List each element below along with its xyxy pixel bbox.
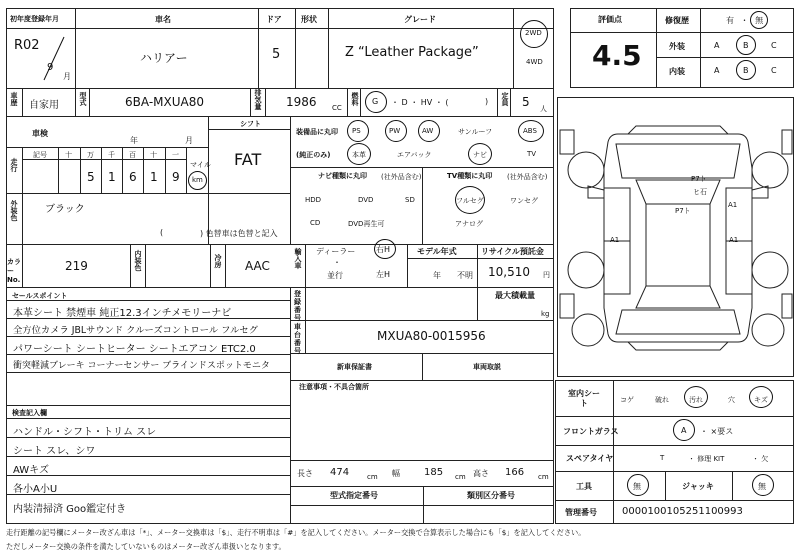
inspector-label: 検査記入欄 [12, 409, 47, 417]
seat-item: 破れ [655, 396, 669, 404]
mgmt-label: 管理番号 [565, 508, 597, 517]
ac-value: AAC [245, 259, 270, 273]
score-value: 4.5 [592, 39, 642, 72]
equip-leather: 本革 [352, 151, 366, 159]
reg-month-unit: 月 [63, 72, 71, 81]
equip-pw: PW [389, 127, 401, 135]
inspector-line: AWキズ [13, 465, 49, 476]
recycle-label: リサイクル預託金 [481, 247, 544, 256]
spare-kit: ・ 修理 KIT [688, 455, 725, 463]
shape-label: 形状 [301, 15, 317, 24]
glass-other: ・ ×要ス [700, 427, 734, 436]
ext-grade-b: B [743, 41, 749, 50]
ext-grade-c: C [771, 41, 777, 50]
sales-point-line: 衝突軽減ブレーキ コーナーセンサー ブラインドスポットモニタ [13, 361, 270, 371]
seat-item: 穴 [728, 396, 735, 404]
reg-era: R02 [14, 38, 40, 53]
equip-ps: PS [352, 127, 361, 135]
width-value: 185 [424, 467, 444, 478]
repair-circle [750, 11, 768, 29]
length-label: 長さ [297, 469, 313, 478]
equip-abs: ABS [523, 127, 537, 135]
import-left: 左H [376, 270, 391, 279]
usage: 自家用 [29, 100, 59, 111]
model-label: 型式 [79, 92, 87, 106]
km-unit: km [192, 176, 203, 184]
diagram-mark: ヒ石 [693, 188, 707, 196]
recycle-yen: 円 [543, 271, 550, 279]
inspection-label: 車検 [32, 129, 48, 138]
color-code-label: カラーNo. [7, 258, 21, 284]
jack-value: 無 [758, 482, 766, 491]
height-label: 高さ [473, 469, 489, 478]
jack-label: ジャッキ [682, 482, 714, 491]
reg-year-label: 初年度登録年月 [10, 15, 59, 23]
fuel-others: ・ D ・ HV ・ ( [391, 98, 449, 107]
import-dot: ・ [333, 258, 341, 267]
sales-points-label: セールスポイント [12, 292, 68, 300]
interior-color-label: 内装色 [134, 250, 142, 271]
inspection-year: 年 [130, 136, 138, 145]
width-unit: cm [455, 473, 466, 481]
warranty-label: 新車保証書 [337, 363, 372, 371]
grade-label: グレード [404, 15, 436, 24]
reg-month: 9 [47, 62, 54, 73]
color-note-open: ( [160, 228, 164, 237]
type-cert-label: 型式指定番号 [330, 491, 378, 500]
inspector-line: シート スレ、シワ [13, 446, 96, 457]
navi-type-label: ナビ種類に丸印 [318, 172, 367, 180]
displacement-label: 排気量 [254, 89, 262, 110]
color-value: ブラック [45, 204, 85, 215]
max-load-unit: kg [541, 310, 550, 318]
score-label: 評価点 [598, 15, 622, 24]
class-label: 類別区分番号 [467, 491, 515, 500]
manual-label: 車両取説 [473, 363, 501, 371]
recycle-value: 10,510 [488, 265, 530, 279]
exterior-label: 外装 [669, 42, 685, 51]
spare-none: ・ 欠 [752, 455, 769, 463]
model: 6BA-MXUA80 [125, 95, 204, 109]
sales-point-line: 全方位カメラ JBLサウンド クルーズコントロール フルセグ [13, 325, 258, 336]
navi-cd: CD [310, 219, 321, 227]
navi-dvd-play: DVD再生可 [348, 220, 385, 228]
tv-analog: アナログ [455, 220, 483, 228]
inspector-line: 各小A小U [13, 484, 58, 495]
equipment-label: 装備品に丸印 [296, 128, 338, 136]
interior-label: 内装 [669, 67, 685, 76]
tv-oneseg: ワンセグ [510, 197, 538, 205]
seat-item: 汚れ [689, 396, 703, 404]
doors: 5 [272, 47, 281, 62]
chassis-label: 車台番号 [294, 323, 301, 355]
model-year-label: モデル年式 [417, 247, 457, 256]
equip-airbag: エアバック [397, 151, 432, 159]
color-code: 219 [65, 259, 88, 273]
ext-grade-a: A [714, 41, 720, 50]
car-name: ハリアー [140, 51, 188, 65]
capacity-label: 定員 [501, 92, 509, 106]
digit-label: 万 [87, 151, 94, 159]
tv-type-label: TV種類に丸印 [447, 172, 493, 180]
color-label: 外装色 [10, 200, 18, 221]
seat-item: コゲ [620, 396, 634, 404]
mgmt-number: 0000100105251100993 [622, 506, 743, 517]
equip-aw: AW [422, 127, 434, 135]
mileage-symbol-label: 記号 [33, 151, 47, 159]
import-parallel: 並行 [327, 271, 343, 280]
model-year-unit: 年 [433, 271, 441, 280]
inspector-line: ハンドル・シフト・トリム スレ [13, 427, 157, 438]
shift-label: シフト [240, 120, 261, 128]
int-grade-a: A [714, 66, 720, 75]
length-value: 474 [330, 467, 350, 478]
mileage-digit: 9 [172, 170, 180, 184]
usage-label: 車歴 [10, 92, 18, 106]
navi-sd: SD [405, 196, 415, 204]
digit-label: 百 [129, 151, 136, 159]
equip-navi: ナビ [473, 151, 487, 159]
car-diagram-drawing [558, 98, 793, 376]
digit-label: 十 [65, 151, 72, 159]
inspection-month: 月 [185, 136, 193, 145]
inspector-line: 内装清掃済 Goo鑑定付き [13, 504, 127, 515]
tools-label: 工具 [576, 482, 592, 491]
tv-type-sub: (社外品含む) [507, 173, 548, 181]
mileage-digit: 1 [150, 170, 158, 184]
grade: Z “Leather Package” [345, 45, 479, 60]
int-grade-b: B [743, 66, 749, 75]
navi-hdd: HDD [305, 196, 322, 204]
fuel-g: G [372, 97, 379, 106]
int-grade-c: C [771, 66, 777, 75]
import-dealer: ディーラー [316, 247, 356, 256]
diagram-mark: P7ト [675, 207, 691, 215]
import-label: 輸入車 [294, 248, 302, 269]
shift: FAT [234, 150, 262, 169]
max-load-label: 最大積載量 [495, 291, 535, 300]
repair-value: 有 ・ 無 [726, 16, 764, 25]
tools-value: 無 [633, 482, 641, 491]
diagram-mark: A1 [610, 236, 620, 244]
navi-dvd: DVD [358, 196, 374, 204]
height-value: 166 [505, 467, 525, 478]
capacity-unit: 人 [540, 105, 547, 113]
seat-label: 室内シート [568, 389, 600, 408]
footer-note: ただしメーター交換の条件を満たしていないものはメーター改ざん車扱いとなります。 [6, 542, 286, 551]
diagram-mark: P7ト [691, 175, 707, 183]
capacity: 5 [522, 95, 530, 109]
fuel-close: ) [485, 97, 489, 106]
equip-sunroof: サンルーフ [458, 128, 493, 136]
fuel-label: 燃料 [351, 92, 359, 106]
car-diagram [557, 97, 794, 377]
sales-point-line: 本革シート 禁煙車 純正12.3インチメモリーナビ [13, 308, 232, 319]
diagram-mark: A1 [729, 236, 739, 244]
spare-label: スペアタイヤ [566, 454, 614, 463]
navi-type-sub: (社外品含む) [381, 173, 422, 181]
mile-label: マイル [190, 161, 211, 169]
import-right: 右H [376, 245, 391, 254]
drive-4wd: 4WD [526, 58, 543, 66]
glass-a: A [681, 426, 687, 435]
reg-number-label: 登録番号 [294, 290, 301, 322]
tv-fullseg: フルセグ [456, 197, 484, 205]
height-unit: cm [538, 473, 549, 481]
model-year-unknown: 不明 [457, 271, 473, 280]
seat-item: キズ [754, 396, 768, 404]
mileage-digit: 6 [129, 170, 137, 184]
digit-label: 十 [150, 151, 157, 159]
sales-point-line: パワーシート シートヒーター シートエアコン ETC2.0 [13, 344, 256, 355]
door-label: ドア [266, 15, 282, 24]
mileage-label: 走行 [10, 158, 18, 172]
equip-tv: TV [527, 150, 537, 158]
footer-note: 走行距離の記号欄にメーター改ざん車は「*」、メーター交換車は「$」、走行不明車は「#」を記入してください。メーター交換で合算表示した場合にも「$」を記入してください。 [6, 528, 586, 537]
spare-t: T [660, 454, 665, 462]
drive-2wd: 2WD [525, 29, 542, 37]
chassis-number: MXUA80-0015956 [377, 329, 486, 343]
mileage-digit: 1 [108, 170, 116, 184]
color-note: ) 色替車は色替と記入 [200, 229, 278, 238]
length-unit: cm [367, 473, 378, 481]
diagram-mark: A1 [728, 201, 738, 209]
repair-label: 修復歴 [665, 16, 689, 25]
cc-unit: CC [332, 104, 342, 112]
mileage-digit: 5 [87, 170, 95, 184]
displacement: 1986 [286, 95, 317, 109]
car-name-label: 車名 [155, 15, 171, 24]
digit-label: 千 [108, 151, 115, 159]
width-label: 幅 [392, 469, 400, 478]
notes-label: 注意事項・不具合箇所 [299, 383, 369, 391]
ac-label: 冷房 [214, 254, 222, 268]
equipment-sub: (純正のみ) [296, 151, 331, 159]
digit-label: 一 [172, 151, 179, 159]
glass-label: フロントガラス [563, 427, 619, 436]
